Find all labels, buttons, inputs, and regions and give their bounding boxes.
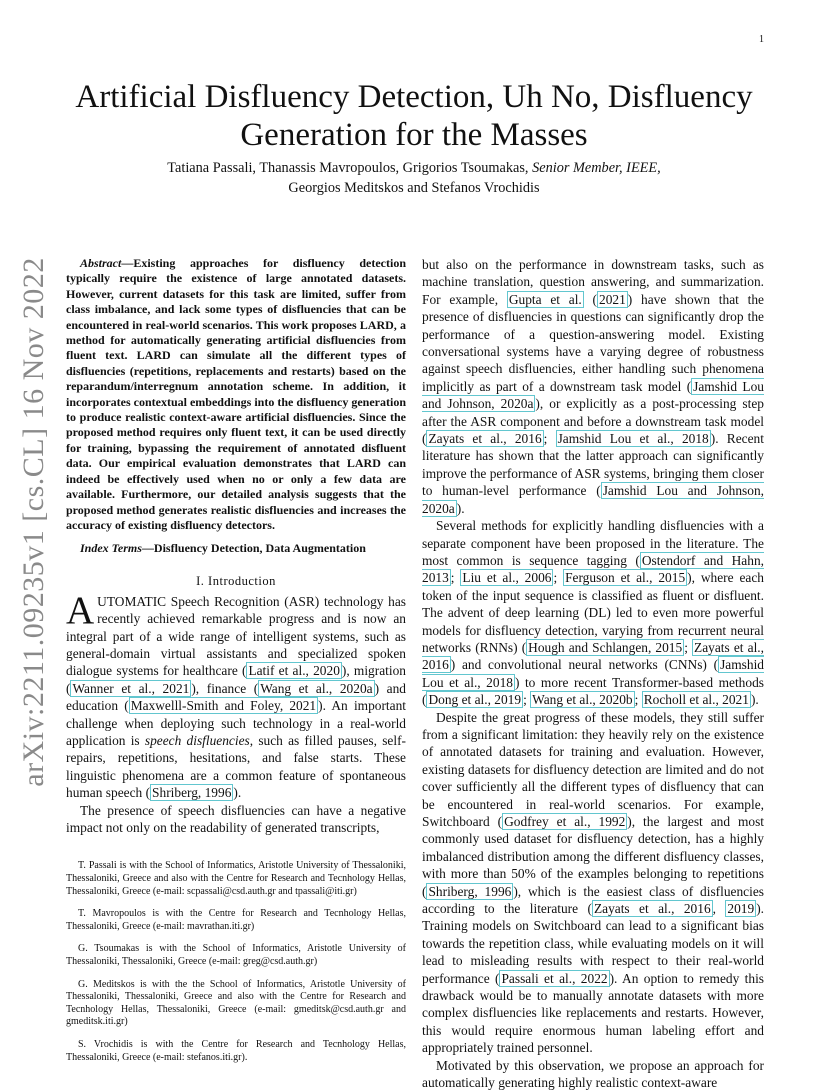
abstract-text: —Existing approaches for disfluency detection typically require the existence of large annotated datasets. However, current datasets for this task are limited, suffer from class imbalance, and lack some types of disfluencies that can be encountered in real-world scenarios. This work proposes LARD, a method for automatically generating artificial disfluencies from fluent text. LARD can simulate all the different types of disfluencies (repetitions, replacements and restarts) based on the reparandum/interregnum annotation scheme. In addition, it incorporates contextual embeddings into the disfluency generation to produce realistic context-aware artificial disfluencies. Since the proposed method requires only fluent text, it can be used directly for training, bypassing the requirement of annotated disfluent data. Our empirical evaluation demonstrates that LARD can indeed be effectively used when no or only a few data are available. Furthermore, our detailed analysis suggests that the proposed method generates realistic disfluencies and increases the accuracy of existing disfluency detectors. bbox=[66, 256, 406, 532]
abstract-label: Abstract bbox=[80, 256, 122, 270]
text: ), which is the easiest class of disfluencies according to the literature ( bbox=[422, 883, 765, 917]
citation-link[interactable]: Liu et al., 2006 bbox=[462, 570, 552, 586]
citation-link[interactable]: Jamshid Lou et al., 2018 bbox=[422, 657, 764, 690]
citation-link[interactable]: Godfrey et al., 1992 bbox=[504, 814, 626, 829]
text: ). An option to remedy this drawback would be to manually annotate datasets with more complex disfluencies like replacements and restarts. However, this would require enormous human labeling effort and appropriately trained personnel. bbox=[422, 970, 764, 1056]
text: , such as filled pauses, self-repairs, repetitions, hesitations, and false starts. These linguistic phenomena are a common feature of spontaneous human speech ( bbox=[66, 732, 407, 801]
text: but also on the performance in downstream tasks, such as machine translation, question answering, and summarization. For example, bbox=[422, 257, 764, 307]
intro-paragraph-2: The presence of speech disfluencies can have a negative impact not only on the readability of generated transcripts, bbox=[66, 802, 406, 835]
right-paragraph-4: Motivated by this observation, we propose an approach for automatically generating highly realistic context-aware bbox=[422, 1057, 764, 1091]
text: ). Recent literature has shown that the latter approach can significantly improve the performance of ASR systems, bringing them closer to human-level performance ( bbox=[422, 431, 764, 499]
citation-link[interactable]: Jamshid Lou and Johnson, 2020a bbox=[422, 378, 765, 412]
text: ) and education ( bbox=[66, 680, 406, 714]
abstract bbox=[66, 256, 406, 533]
text: ). bbox=[456, 500, 465, 516]
text: ) have shown that the presence of disfluencies in questions can significantly drop the performance of a question-answering model. Existing conversational systems have a varying degree of robustness against speech disfluencies, either handling such phenomena implicitly as part of a downstream task model ( bbox=[422, 291, 764, 394]
citation-link[interactable]: Zayats et al., 2016 bbox=[593, 901, 711, 917]
text: , bbox=[712, 901, 726, 917]
citation-link[interactable]: Latif et al., 2020 bbox=[248, 663, 340, 679]
section-heading: I. Introduction bbox=[196, 573, 276, 588]
footnote: S. Vrochidis is with the Centre for Research and Tecnhology Hellas, Thessaloniki, Greece (e-mail: stefanos.iti.gr). bbox=[66, 1038, 406, 1063]
text: ; bbox=[634, 692, 642, 708]
text: ). bbox=[750, 692, 759, 708]
citation-link[interactable]: Zayats et al., 2016 bbox=[428, 431, 542, 447]
introduction-body bbox=[66, 588, 407, 837]
text: ; bbox=[684, 639, 693, 655]
citation-link[interactable]: Gupta et al. bbox=[508, 291, 582, 307]
citation-link[interactable]: 2021 bbox=[599, 291, 626, 307]
text: ), the largest and most commonly used dataset for disfluency detection, has a highly imbalanced distribution among the different disfluency classes, with more than 50% of the examples belonging to repetitions ( bbox=[422, 814, 765, 899]
footnote: T. Mavropoulos is with the Centre for Research and Tecnhology Hellas, Thessaloniki, Greece (e-mail: mavrathan.iti.gr) bbox=[66, 908, 406, 932]
citation-link[interactable]: 2019 bbox=[727, 901, 755, 917]
text: ). Training models on Switchboard can lead to a significant bias towards the repetition class, while evaluating models on it will lead to misleading results with respect to their real-world performance ( bbox=[422, 901, 764, 986]
citation-link[interactable]: Wang et al., 2020b bbox=[532, 692, 633, 708]
paper-title: Artificial Disfluency Detection, Uh No, Disfluency Generation for the Masses bbox=[75, 79, 753, 153]
citation-link[interactable]: Rocholl et al., 2021 bbox=[643, 692, 749, 708]
citation-link[interactable]: Jamshid Lou and Johnson, 2020a bbox=[422, 483, 764, 516]
text: ). bbox=[233, 785, 242, 801]
author-role: Senior Member, IEEE, bbox=[532, 160, 661, 176]
authors-line-1: Tatiana Passali, Thanassis Mavropoulos, Grigorios Tsoumakas, bbox=[167, 160, 529, 176]
text: ), where each token of the input sequence is classified as fluent or disfluent. The advent of deep learning (DL) led to even more powerful models for disfluency detection, varying from recurrent neural networks (RNNs) ( bbox=[422, 570, 764, 655]
text: ), finance ( bbox=[191, 680, 259, 696]
text: UTOMATIC Speech Recognition (ASR) technology has recently achieved remarkable progress and is now an integral part of a wide range of intelligent systems, such as general-domain virtual assistants and specialized spoken dialogue systems for healthcare ( bbox=[66, 593, 406, 679]
emphasis: speech disfluencies bbox=[144, 732, 250, 748]
text: ), migration ( bbox=[66, 663, 406, 696]
right-paragraph-2 bbox=[422, 517, 764, 708]
intro-paragraph-1 bbox=[66, 588, 407, 802]
drop-cap: A bbox=[66, 588, 95, 632]
citation-link[interactable]: Hough and Schlangen, 2015 bbox=[528, 639, 683, 655]
page-number: 1 bbox=[759, 34, 764, 45]
author-list bbox=[60, 158, 768, 198]
text: Several methods for explicitly handling disfluencies with a separate component have been proposed in the literature. The most common is sequence tagging ( bbox=[422, 518, 764, 568]
text: ), or explicitly as a post-processing step after the ASR component and before a downstream task model ( bbox=[422, 396, 764, 447]
text: ). An important challenge when deploying such technology in a real-world application is bbox=[66, 698, 407, 748]
index-terms-label: Index Terms bbox=[80, 541, 142, 556]
citation-link[interactable]: Shriberg, 1996 bbox=[152, 785, 232, 801]
citation-link[interactable]: Ferguson et al., 2015 bbox=[565, 570, 686, 586]
right-paragraph-1 bbox=[422, 256, 764, 517]
citation-link[interactable]: Zayats et al., 2016 bbox=[422, 639, 764, 673]
citation-link[interactable]: Ostendorf and Hahn, 2013 bbox=[422, 552, 764, 586]
right-paragraph-3 bbox=[422, 709, 764, 1057]
index-terms-text: —Disfluency Detection, Data Augmentation bbox=[141, 541, 366, 556]
citation-link[interactable]: Dong et al., 2019 bbox=[428, 692, 522, 708]
citation-link[interactable]: Jamshid Lou et al., 2018 bbox=[557, 431, 709, 447]
authors-line-2: Georgios Meditskos and Stefanos Vrochidis bbox=[288, 180, 540, 196]
citation-link[interactable]: Passali et al., 2022 bbox=[501, 970, 608, 986]
arxiv-stamp bbox=[14, 257, 54, 787]
index-terms bbox=[66, 541, 406, 556]
citation-link[interactable]: Wang et al., 2020a bbox=[260, 680, 373, 696]
text: ( bbox=[583, 291, 598, 307]
arxiv-stamp-text: arXiv:2211.09235v1 [cs.CL] 16 Nov 2022 bbox=[17, 257, 50, 787]
right-column bbox=[422, 256, 764, 1092]
citation-link[interactable]: Maxwelll-Smith and Foley, 2021 bbox=[130, 698, 317, 714]
footnote: G. Tsoumakas is with the School of Informatics, Aristotle University of Thessaloniki, Thessaloniki, Greece (e-mail: greg@csd.auth.gr) bbox=[66, 943, 406, 967]
footnote: G. Meditskos is with the the School of Informatics, Aristotle University of Thessaloniki, Thessaloniki, Greece and also with the Centre for Research and Tecnhology Hellas, Thessaloniki, Greece (e-mail: gmeditsk@csd.auth.gr and gmeditsk.iti.gr) bbox=[66, 978, 406, 1028]
text: ; bbox=[543, 431, 556, 447]
citation-link[interactable]: Shriberg, 1996 bbox=[428, 883, 512, 899]
footnotes bbox=[66, 860, 406, 1064]
text: ; bbox=[553, 570, 564, 586]
left-column bbox=[66, 256, 406, 1074]
text: ) to more recent Transformer-based methods ( bbox=[422, 674, 764, 708]
text: Despite the great progress of these models, they still suffer from a significant limitation: they heavily rely on the existence of annotated datasets for training and evaluation. However, existing datasets for disfluency detection are limited and do not cover sufficiently all the different types of disfluency that can be encountered in real-world scenarios. For example, Switchboard ( bbox=[422, 709, 764, 829]
text: ; bbox=[523, 692, 531, 708]
text: ; bbox=[450, 570, 461, 586]
footnote: T. Passali is with the School of Informatics, Aristotle University of Thessaloniki, Thessaloniki, Greece and also with the Centre for Research and Tecnhology Hellas, Thessaloniki, Greece (e-mail: scpassali@csd.auth.gr and tpassali@iti.gr) bbox=[66, 860, 406, 897]
citation-link[interactable]: Wanner et al., 2021 bbox=[72, 680, 190, 696]
text: ) and convolutional neural networks (CNNs) ( bbox=[450, 657, 719, 673]
